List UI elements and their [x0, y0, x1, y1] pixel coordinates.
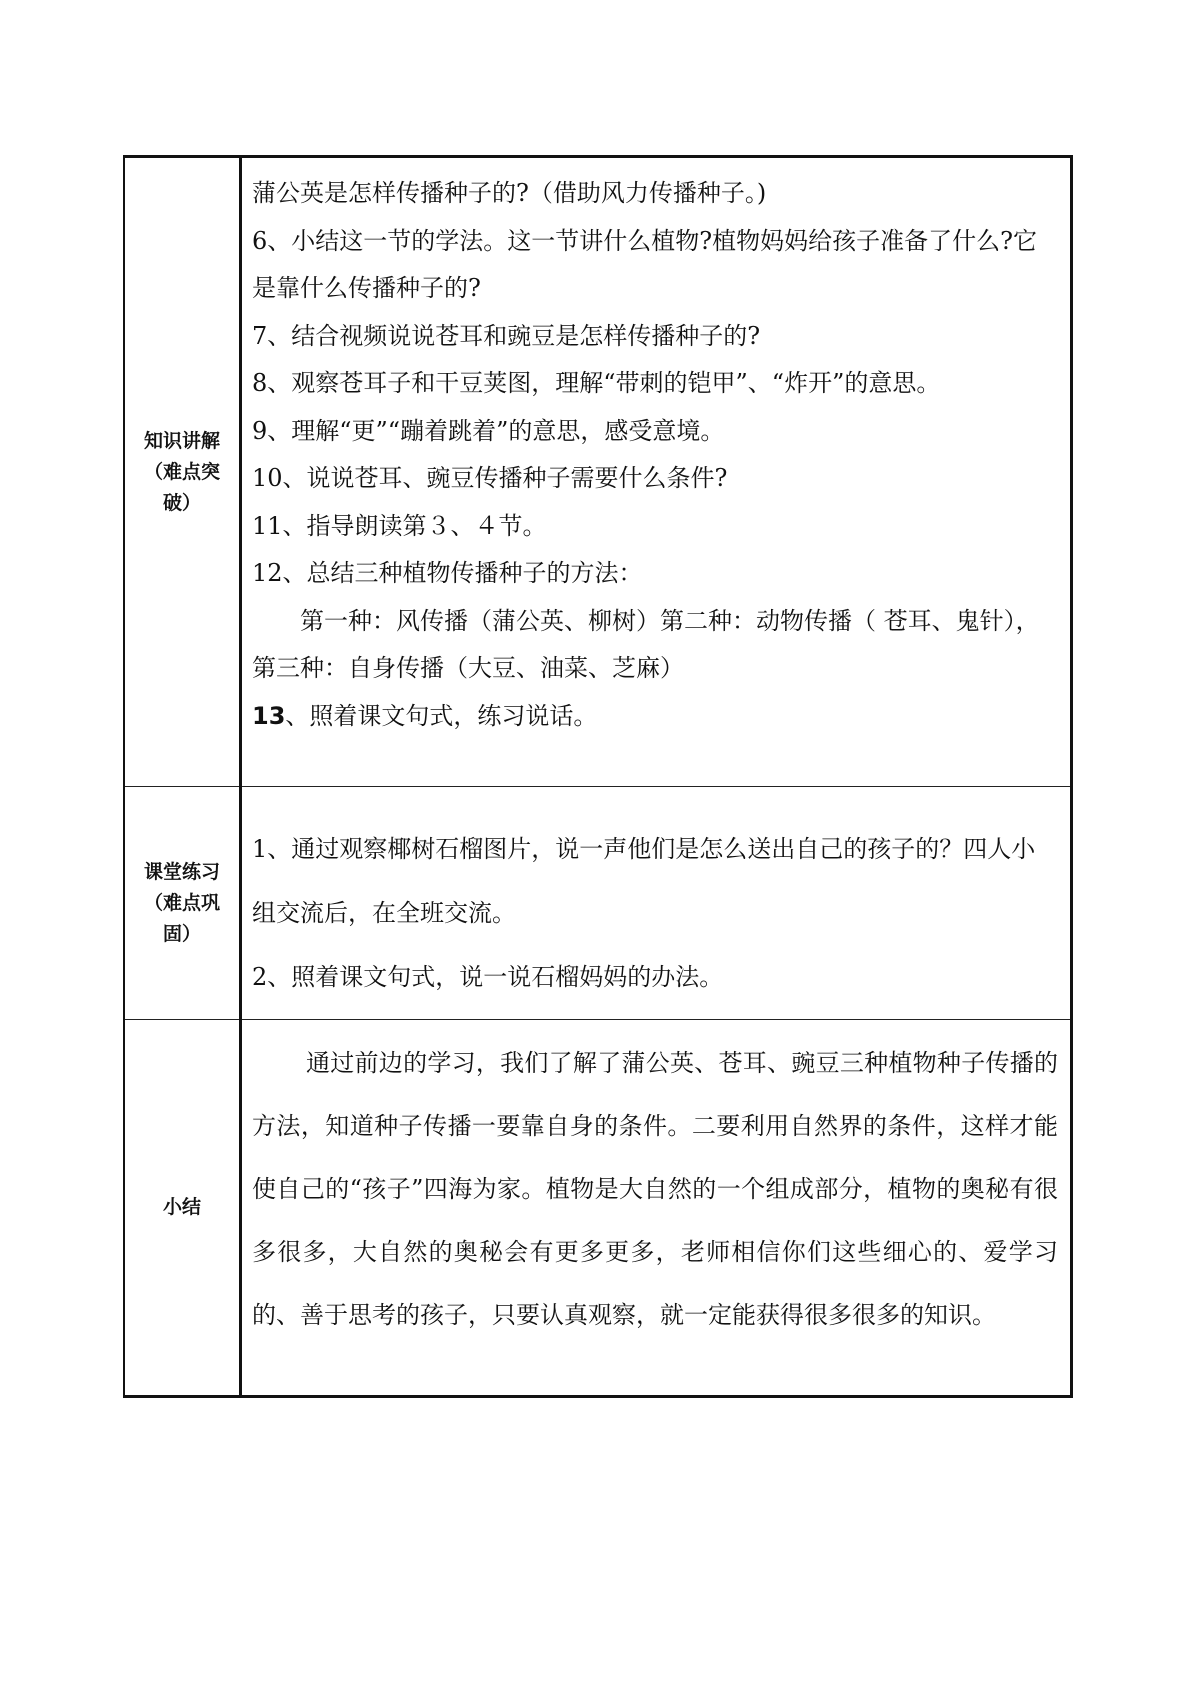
row-label-line: 固）: [162, 922, 201, 945]
content-line: [252, 693, 1058, 741]
content-line: 9、理解“更”“蹦着跳着”的意思，感受意境。: [252, 416, 725, 445]
table-row-practice: [124, 787, 1072, 1020]
table-row-summary: [124, 1020, 1072, 1397]
row-content-knowledge: [241, 157, 1072, 787]
content-line: 12、总结三种植物传播种子的方法：: [252, 559, 643, 587]
content-line: 10、说说苍耳、豌豆传播种子需要什么条件?: [252, 464, 728, 492]
content-line: 蒲公英是怎样传播种子的?（借助风力传播种子。): [252, 179, 767, 207]
row-label-line: 知识讲解: [143, 429, 220, 452]
summary-paragraph: 通过前边的学习，我们了解了蒲公英、苍耳、豌豆三种植物种子传播的方法，知道种子传播一要靠自身的条件。二要利用自然界的条件，这样才能使自己的“孩子”四海为家。植物是大自然的一个组成部分，植物的奥秘有很多很多，大自然的奥秘会有更多更多，老师相信你们这些细心的、爱学习的、善于思考的孩子，只要认真观察，就一定能获得很多很多的知识。: [252, 1049, 1058, 1329]
content-line: 7、结合视频说说苍耳和豌豆是怎样传播种子的?: [252, 321, 761, 350]
content-line: 1、通过观察椰树石榴图片，说一声他们是怎么送出自己的孩子的？四人小组交流后，在全班交流。: [252, 835, 1036, 927]
content-line: 6、小结这一节的学法。这一节讲什么植物?植物妈妈给孩子准备了什么?它是靠什么传播种子的?: [252, 226, 1038, 302]
row-label-line: 课堂练习: [143, 860, 220, 883]
content-line: 8、观察苍耳子和干豆荚图，理解“带刺的铠甲”、“炸开”的意思。: [252, 369, 941, 397]
lesson-plan-table: [123, 155, 1073, 1398]
row-label-summary: [124, 1020, 241, 1397]
row-label-practice: [124, 787, 241, 1020]
content-line: 11、指导朗读第３、４节。: [252, 511, 547, 540]
row-label-line: （难点巩: [143, 891, 220, 914]
row-label-line: （难点突: [143, 460, 220, 483]
table-row-knowledge: [124, 157, 1072, 787]
content-line: 2、照着课文句式，说一说石榴妈妈的办法。: [252, 963, 724, 991]
row-content-summary: [241, 1020, 1072, 1397]
item-number: 13: [252, 701, 286, 730]
row-label-line: 小结: [162, 1196, 201, 1218]
row-content-practice: [241, 787, 1072, 1020]
item-text: 、照着课文句式，练习说话。: [285, 701, 598, 730]
content-line: 第一种：风传播（蒲公英、柳树）第二种：动物传播（ 苍耳、鬼针），第三种：自身传播（大豆、油菜、芝麻）: [252, 606, 1040, 682]
row-label-knowledge: [124, 157, 241, 787]
row-label-line: 破）: [162, 491, 201, 514]
